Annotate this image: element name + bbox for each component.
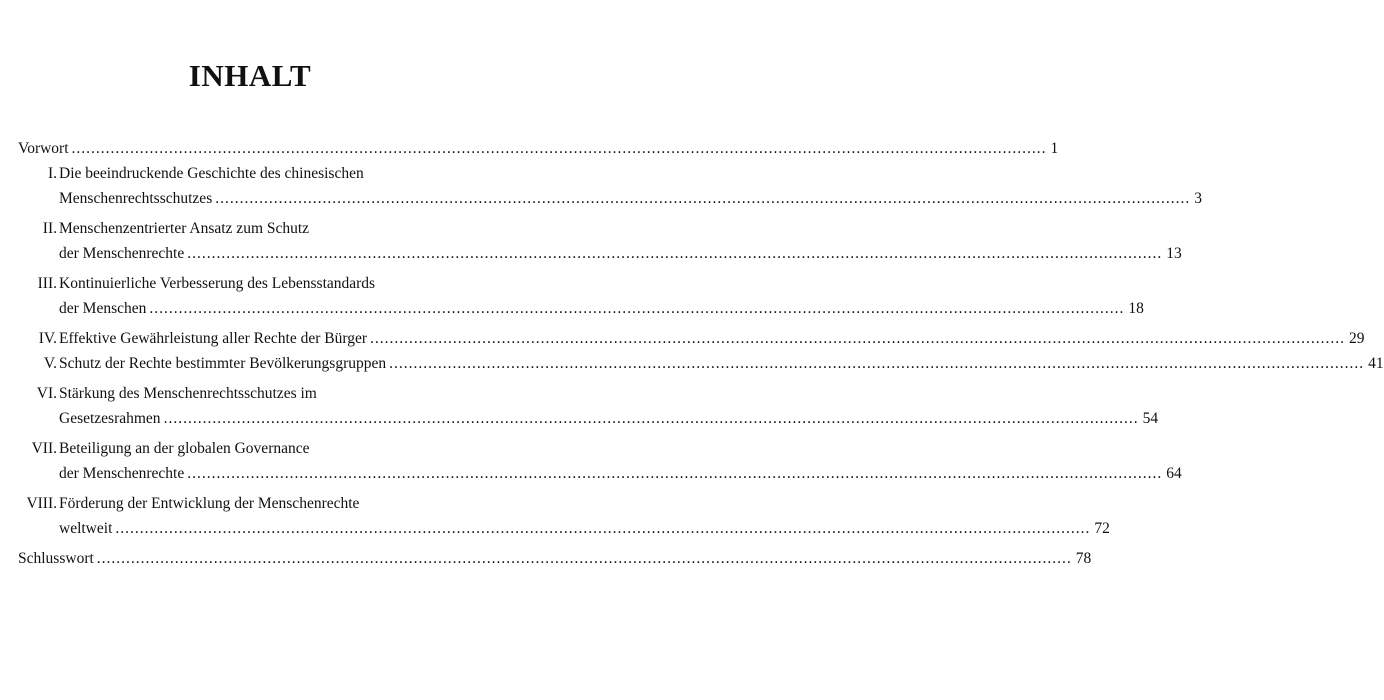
dot-leader: ........................................................................................................................................................................................................ (149, 300, 1125, 317)
toc-entry-line[interactable] (59, 519, 1110, 539)
entry-title-line: der Menschenrechte (59, 465, 185, 482)
entry-title-line: Beteiligung an der globalen Governance (59, 440, 310, 457)
toc-entry-line[interactable] (18, 139, 1059, 159)
page-number: 29 (1349, 330, 1365, 347)
entry-title-line: Gesetzesrahmen (59, 410, 161, 427)
page-number: 3 (1194, 190, 1202, 207)
page-number: 78 (1075, 550, 1092, 567)
toc-entry-line[interactable] (59, 244, 1182, 264)
entry-title-line: Förderung der Entwicklung der Menschenrechte (59, 495, 360, 512)
chapter-numeral: VII. (31, 440, 57, 457)
chapter-numeral: II. (42, 220, 57, 237)
chapter-numeral: III. (37, 275, 57, 292)
toc-entry-line[interactable] (59, 409, 1159, 429)
entry-title-line: Kontinuierliche Verbesserung des Lebensstandards (59, 275, 376, 292)
entry-title-line: der Menschenrechte (59, 245, 185, 262)
page-title: INHALT (188, 58, 312, 93)
dot-leader: ........................................................................................................................................................................................................ (370, 330, 1346, 347)
toc-entry-line[interactable] (59, 354, 1384, 374)
toc-entry-line[interactable] (59, 464, 1182, 484)
chapter-numeral: V. (43, 355, 57, 372)
toc-entry-line[interactable] (59, 329, 1365, 349)
chapter-numeral: I. (47, 165, 57, 182)
page-number: 54 (1142, 410, 1159, 427)
entry-title-line: Die beeindruckende Geschichte des chinesischen (59, 165, 364, 182)
toc-entry-line[interactable] (18, 549, 1092, 569)
page-number: 18 (1128, 300, 1144, 317)
dot-leader: ........................................................................................................................................................................................................ (115, 520, 1091, 537)
dot-leader: ........................................................................................................................................................................................................ (389, 355, 1365, 372)
entry-title-line: weltweit (59, 520, 113, 537)
chapter-numeral: VI. (36, 385, 57, 402)
chapter-numeral: IV. (38, 330, 57, 347)
dot-leader: ........................................................................................................................................................................................................ (187, 465, 1163, 482)
entry-title-line: der Menschen (59, 300, 147, 317)
chapter-numeral: VIII. (26, 495, 57, 512)
page-number: 64 (1166, 465, 1182, 482)
dot-leader: ........................................................................................................................................................................................................ (163, 410, 1139, 427)
entry-title-line: Stärkung des Menschenrechtsschutzes im (59, 385, 317, 402)
page-number: 1 (1050, 140, 1059, 157)
dot-leader: ........................................................................................................................................................................................................ (96, 550, 1072, 567)
dot-leader: ........................................................................................................................................................................................................ (71, 140, 1047, 157)
entry-title-line: Effektive Gewährleistung aller Rechte der Bürger (59, 330, 368, 347)
entry-title-line: Menschenzentrierter Ansatz zum Schutz (59, 220, 310, 237)
page-number: 41 (1368, 355, 1384, 372)
entry-title-line: Menschenrechtsschutzes (59, 190, 213, 207)
entry-title-line: Schutz der Rechte bestimmter Bevölkerungsgruppen (59, 355, 387, 372)
toc-entry-line[interactable] (59, 299, 1144, 319)
page-number: 72 (1094, 520, 1110, 537)
dot-leader: ........................................................................................................................................................................................................ (187, 245, 1163, 262)
page-number: 13 (1166, 245, 1182, 262)
toc-entry-line[interactable] (59, 189, 1202, 209)
entry-title-line: Schlusswort (18, 550, 94, 567)
entry-title-line: Vorwort (18, 140, 69, 157)
dot-leader: ........................................................................................................................................................................................................ (215, 190, 1191, 207)
